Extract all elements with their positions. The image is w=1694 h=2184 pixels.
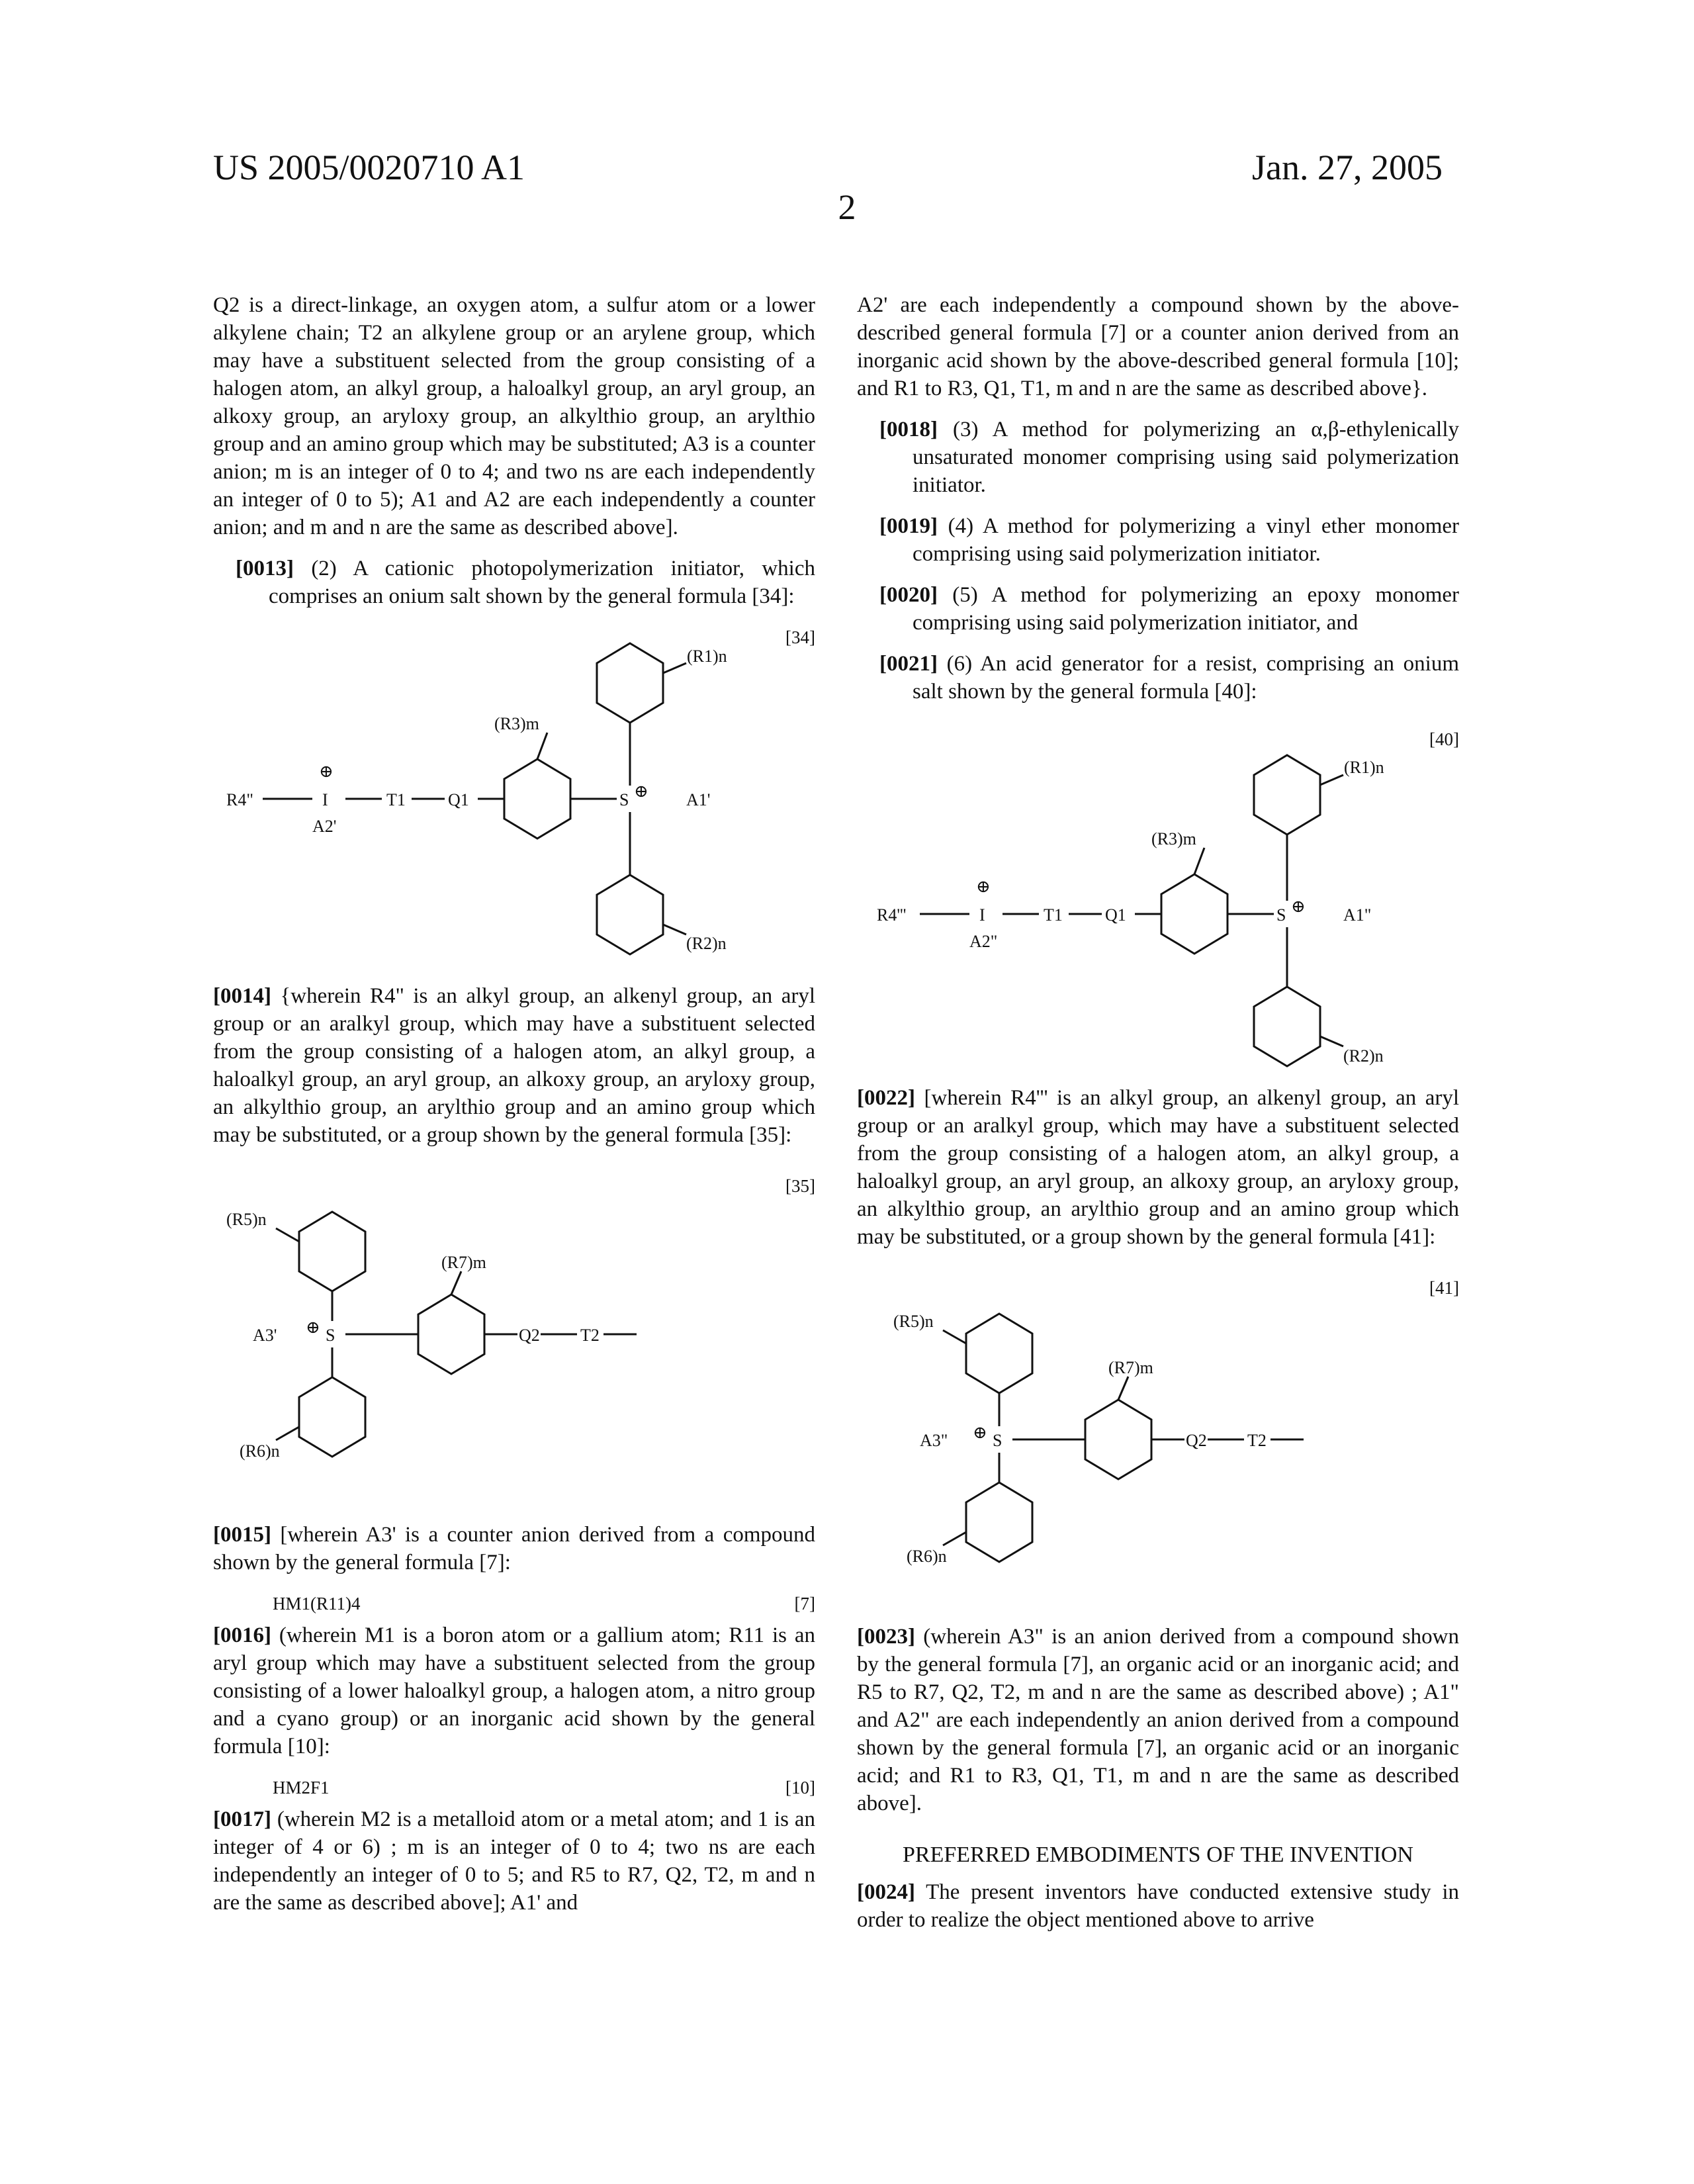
paragraph-number: [0022]	[857, 1086, 915, 1110]
linker-q2: Q2	[1186, 1431, 1207, 1450]
anion-a2: A2'	[312, 817, 336, 836]
plus-charge-icon: ⊕	[634, 782, 648, 801]
page-number: 2	[0, 187, 1694, 228]
plus-charge-icon: ⊕	[976, 877, 991, 896]
anion-a2: A2"	[969, 932, 997, 951]
substituent-r5: (R5)n	[893, 1312, 934, 1331]
substituent-r3: (R3)m	[1151, 829, 1196, 848]
benzene-ring-top	[597, 643, 663, 723]
substituent-r1: (R1)n	[1344, 758, 1384, 777]
sulfonium-atom: S	[619, 790, 629, 809]
substituent-r7: (R7)m	[1108, 1358, 1153, 1377]
plus-charge-icon: ⊕	[306, 1318, 320, 1337]
paragraph-0013	[213, 555, 815, 610]
patent-number: US 2005/0020710 A1	[213, 147, 525, 188]
publication-date: Jan. 27, 2005	[1252, 147, 1443, 188]
paragraph-number: [0018]	[879, 418, 938, 441]
substituent-r2: (R2)n	[1343, 1046, 1384, 1066]
benzene-ring-top	[966, 1314, 1032, 1393]
formula-expression: HM1(R11)4	[273, 1590, 361, 1617]
right-column	[857, 291, 1459, 1934]
benzene-ring-top	[299, 1212, 365, 1291]
structure-34	[213, 623, 815, 968]
sulfonium-atom: S	[326, 1326, 335, 1345]
paragraph-0019	[857, 512, 1459, 568]
benzene-ring-bottom	[299, 1377, 365, 1457]
structure-35	[213, 1162, 815, 1506]
substituent-r3: (R3)m	[494, 714, 539, 733]
substituent-r5: (R5)n	[226, 1210, 267, 1229]
continuation-text: Q2 is a direct-linkage, an oxygen atom, a sulfur atom or a lower alkylene chain; T2 an alkylene group or an arylene group, which may have a substituent selected from the group consisting of a halogen atom, an alkyl group, a haloalkyl group, an aryl group, an alkoxy group, an aryloxy group, an alkylthio group, an arylthio group and an amino group which may be substituted; A3 is a counter anion; m is an integer of 0 to 4; and two ns are each independently an integer of 0 to 5); A1 and A2 are each independently a counter anion; and m and n are the same as described above].	[213, 291, 815, 541]
sulfonium-atom: S	[1276, 905, 1286, 925]
paragraph-number: [0017]	[213, 1807, 271, 1831]
paragraph-number: [0023]	[857, 1625, 915, 1649]
linker-q1: Q1	[1105, 905, 1126, 925]
paragraph-number: [0013]	[236, 557, 294, 580]
formula-label: [10]	[785, 1774, 815, 1801]
anion-a3: A3"	[920, 1431, 948, 1450]
anion-a3: A3'	[253, 1326, 277, 1345]
left-column	[213, 291, 815, 1917]
substituent-r2: (R2)n	[686, 934, 727, 953]
linker-q2: Q2	[519, 1326, 540, 1345]
benzene-ring-middle	[1085, 1400, 1151, 1479]
benzene-ring-middle	[1161, 874, 1227, 954]
group-r4: R4"	[226, 790, 253, 809]
substituent-r6: (R6)n	[907, 1547, 947, 1566]
paragraph-0022	[857, 1084, 1459, 1251]
benzene-ring-bottom	[1254, 987, 1320, 1066]
paragraph-text: (wherein A3" is an anion derived from a compound shown by the general formula [7], an organic acid or an inorganic acid; and R5 to R7, Q2, T2, m and n are the same as described above) ; A1" and A2" are each independently an anion derived from a compound shown by the general formula [7], an organic acid or an inorganic acid; and R1 to R3, Q1, T1, m and n are the same as described above].	[857, 1625, 1459, 1815]
linker-t2: T2	[1247, 1431, 1267, 1450]
benzene-ring-top	[1254, 755, 1320, 835]
formula-34	[213, 623, 815, 968]
sulfonium-atom: S	[993, 1431, 1002, 1450]
paragraph-0018	[857, 416, 1459, 499]
paragraph-text: (2) A cationic photopolymerization initiator, which comprises an onium salt shown by the general formula [34]:	[269, 557, 815, 608]
formula-label: [40]	[1429, 725, 1459, 753]
plus-charge-icon: ⊕	[1291, 897, 1306, 916]
benzene-ring-bottom	[597, 875, 663, 954]
group-r4: R4'''	[877, 905, 906, 925]
paragraph-0020	[857, 581, 1459, 637]
linker-t1: T1	[1044, 905, 1063, 925]
formula-35	[213, 1162, 815, 1506]
iodonium-atom: I	[322, 790, 328, 809]
benzene-ring-middle	[504, 759, 570, 839]
paragraph-text: (3) A method for polymerizing an α,β-ethylenically unsaturated monomer comprising using said polymerization initiator.	[913, 418, 1459, 497]
formula-label: [34]	[785, 623, 815, 651]
paragraph-number: [0019]	[879, 514, 938, 538]
formula-label: [41]	[1429, 1274, 1459, 1302]
substituent-r7: (R7)m	[441, 1253, 486, 1272]
paragraph-text: (wherein M1 is a boron atom or a gallium atom; R11 is an aryl group which may have a substituent selected from the group consisting of a lower haloalkyl group, a halogen atom, a nitro group and a cyano group) or an inorganic acid shown by the general formula [10]:	[213, 1623, 815, 1758]
paragraph-text: (6) An acid generator for a resist, comprising an onium salt shown by the general formula [40]:	[913, 652, 1459, 704]
benzene-ring-middle	[418, 1295, 484, 1374]
formula-label: [7]	[795, 1590, 815, 1617]
plus-charge-icon: ⊕	[319, 762, 334, 781]
structure-40	[857, 719, 1459, 1069]
paragraph-number: [0014]	[213, 984, 271, 1008]
paragraph-number: [0020]	[879, 583, 938, 607]
formula-10	[213, 1774, 815, 1801]
substituent-r6: (R6)n	[240, 1441, 280, 1461]
formula-40	[857, 719, 1459, 1069]
substituent-r1: (R1)n	[687, 647, 727, 666]
paragraph-text: The present inventors have conducted extensive study in order to realize the object mentioned above to arrive	[857, 1880, 1459, 1932]
linker-q1: Q1	[448, 790, 469, 809]
paragraph-text: (wherein M2 is a metalloid atom or a metal atom; and 1 is an integer of 4 or 6) ; m is an integer of 0 to 4; two ns are each independently an integer of 0 to 5; and R5 to R7, Q2, T2, m and n are the same as described above]; A1' and	[213, 1807, 815, 1915]
formula-41	[857, 1264, 1459, 1608]
paragraph-0021	[857, 650, 1459, 705]
iodonium-atom: I	[979, 905, 985, 925]
paragraph-number: [0016]	[213, 1623, 271, 1647]
formula-7	[213, 1590, 815, 1617]
paragraph-0023	[857, 1623, 1459, 1817]
paragraph-text: {wherein R4" is an alkyl group, an alkenyl group, an aryl group or an aralkyl group, which may have a substituent selected from the group consisting of a halogen atom, an alkyl group, a haloalkyl group, an aryl group, an alkoxy group, an aryloxy group, an alkylthio group, an arylthio group and an amino group which may be substituted, or a group shown by the general formula [35]:	[213, 984, 815, 1147]
section-heading: PREFERRED EMBODIMENTS OF THE INVENTION	[857, 1841, 1459, 1869]
linker-t2: T2	[580, 1326, 600, 1345]
formula-label: [35]	[785, 1172, 815, 1200]
paragraph-0015	[213, 1521, 815, 1576]
paragraph-number: [0015]	[213, 1523, 271, 1547]
anion-a1: A1'	[686, 790, 710, 809]
plus-charge-icon: ⊕	[973, 1423, 987, 1442]
paragraph-0014	[213, 982, 815, 1149]
linker-t1: T1	[386, 790, 406, 809]
paragraph-text: (5) A method for polymerizing an epoxy monomer comprising using said polymerization initiator, and	[913, 583, 1459, 635]
paragraph-text: [wherein R4''' is an alkyl group, an alkenyl group, an aryl group or an aralkyl group, which may have a substituent selected from the group consisting of a halogen atom, an alkyl group, a haloalkyl group, an aryl group, an alkoxy group, an aryloxy group, an alkylthio group, an arylthio group and an amino group which may be substituted, or a group shown by the general formula [41]:	[857, 1086, 1459, 1249]
paragraph-0017	[213, 1805, 815, 1917]
paragraph-0016	[213, 1621, 815, 1760]
paragraph-number: [0024]	[857, 1880, 915, 1904]
anion-a1: A1"	[1343, 905, 1371, 925]
paragraph-0024	[857, 1878, 1459, 1934]
paragraph-text: [wherein A3' is a counter anion derived from a compound shown by the general formula [7]:	[213, 1523, 815, 1574]
benzene-ring-bottom	[966, 1482, 1032, 1562]
formula-expression: HM2F1	[273, 1774, 330, 1801]
structure-41	[857, 1264, 1459, 1608]
paragraph-text: (4) A method for polymerizing a vinyl ether monomer comprising using said polymerization initiator.	[913, 514, 1459, 566]
paragraph-number: [0021]	[879, 652, 938, 676]
continuation-text: A2' are each independently a compound shown by the above-described general formula [7] or a counter anion derived from an inorganic acid shown by the above-described general formula [10]; and R1 to R3, Q1, T1, m and n are the same as described above}.	[857, 291, 1459, 402]
